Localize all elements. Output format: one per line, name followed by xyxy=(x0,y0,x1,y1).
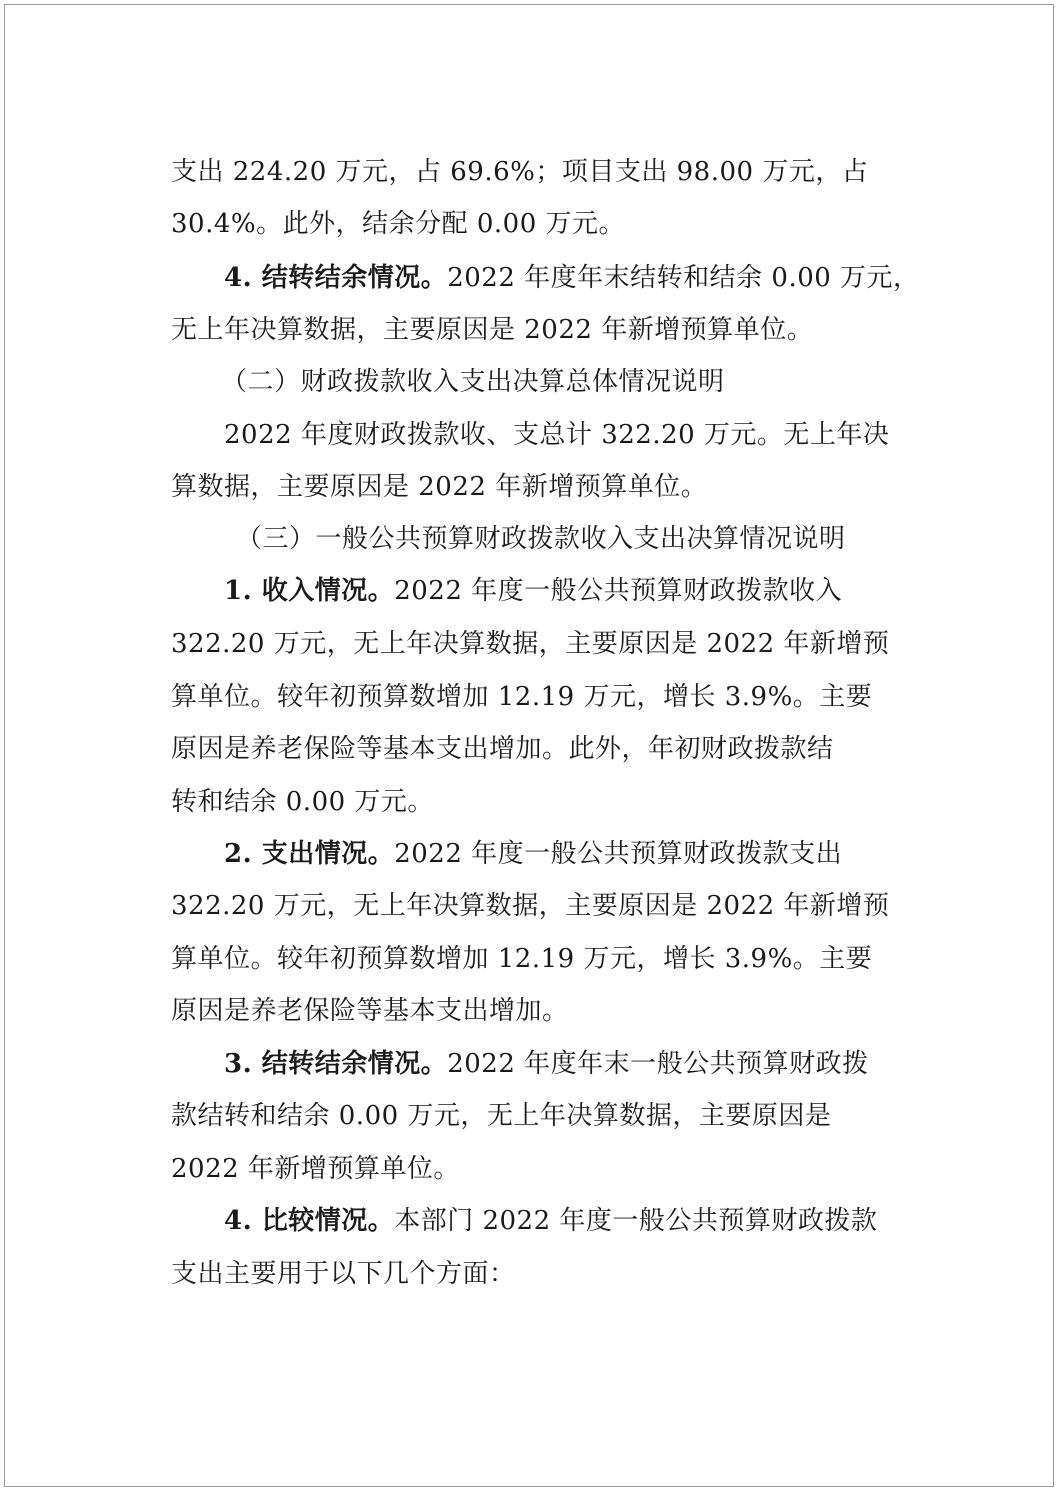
line-text: 2022 年度年末结转和结余 0.00 万元， xyxy=(447,263,920,293)
line-text: 30.4%。此外，结余分配 0.00 万元。 xyxy=(171,209,626,239)
section-heading: 2. 支出情况。 xyxy=(224,839,395,869)
paragraph-line xyxy=(224,418,889,452)
line-text: 2022 年度年末一般公共预算财政拨 xyxy=(447,1049,869,1079)
paragraph-line xyxy=(171,785,434,819)
line-text: 2022 年度一般公共预算财政拨款收入 xyxy=(394,576,843,606)
subsection-heading xyxy=(236,522,846,556)
line-text: 322.20 万元，无上年决算数据，主要原因是 2022 年新增预 xyxy=(171,891,890,921)
paragraph-line xyxy=(171,732,834,766)
paragraph-line xyxy=(224,1047,869,1081)
paragraph-line xyxy=(171,155,868,189)
line-text: 原因是养老保险等基本支出增加。 xyxy=(171,996,569,1026)
line-text: 款结转和结余 0.00 万元，无上年决算数据，主要原因是 xyxy=(171,1101,832,1131)
paragraph-line xyxy=(171,1099,831,1133)
heading-text: （二）财政拨款收入支出决算总体情况说明 xyxy=(221,367,725,397)
paragraph-line xyxy=(171,313,813,347)
paragraph-line xyxy=(224,261,920,295)
paragraph-line xyxy=(171,889,889,923)
paragraph-line xyxy=(224,574,842,608)
paragraph-line xyxy=(224,837,842,871)
paragraph-line xyxy=(224,1204,877,1238)
paragraph-line xyxy=(171,1152,460,1186)
line-text: 322.20 万元，无上年决算数据，主要原因是 2022 年新增预 xyxy=(171,629,890,659)
line-text: 2022 年度一般公共预算财政拨款支出 xyxy=(394,839,843,869)
line-text: 支出 224.20 万元，占 69.6%；项目支出 98.00 万元，占 xyxy=(171,157,869,187)
line-text: 支出主要用于以下几个方面： xyxy=(171,1259,516,1289)
section-heading: 3. 结转结余情况。 xyxy=(224,1049,448,1079)
section-heading: 4. 比较情况。 xyxy=(224,1206,395,1236)
paragraph-line xyxy=(171,680,872,714)
line-text: 算单位。较年初预算数增加 12.19 万元，增长 3.9%。主要 xyxy=(171,944,873,974)
paragraph-line xyxy=(171,207,625,241)
line-text: 2022 年度财政拨款收、支总计 322.20 万元。无上年决 xyxy=(224,420,890,450)
line-text: 本部门 2022 年度一般公共预算财政拨款 xyxy=(394,1206,878,1236)
paragraph-line xyxy=(171,994,569,1028)
subsection-heading xyxy=(221,365,725,399)
paragraph-line xyxy=(171,627,889,661)
section-heading: 4. 结转结余情况。 xyxy=(224,263,448,293)
line-text: 算单位。较年初预算数增加 12.19 万元，增长 3.9%。主要 xyxy=(171,682,873,712)
line-text: 无上年决算数据，主要原因是 2022 年新增预算单位。 xyxy=(171,315,814,345)
page xyxy=(4,4,1054,1487)
paragraph-line xyxy=(171,470,707,504)
line-text: 转和结余 0.00 万元。 xyxy=(171,787,434,817)
section-heading: 1. 收入情况。 xyxy=(224,576,395,606)
line-text: 2022 年新增预算单位。 xyxy=(171,1154,460,1184)
paragraph-line xyxy=(171,942,872,976)
heading-text: （三）一般公共预算财政拨款收入支出决算情况说明 xyxy=(236,524,846,554)
line-text: 原因是养老保险等基本支出增加。此外，年初财政拨款结 xyxy=(171,734,834,764)
line-text: 算数据，主要原因是 2022 年新增预算单位。 xyxy=(171,472,708,502)
paragraph-line xyxy=(171,1257,516,1291)
